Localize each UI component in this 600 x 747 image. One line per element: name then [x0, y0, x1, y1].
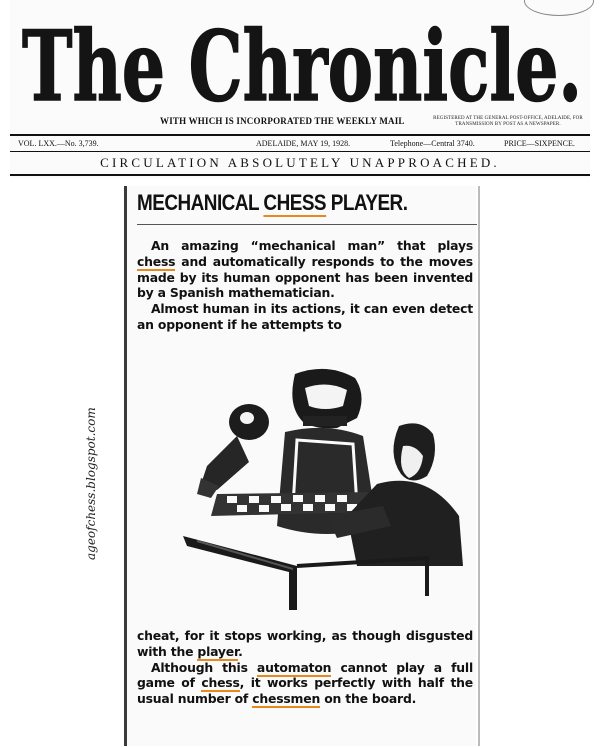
registered-notice: REGISTERED AT THE GENERAL POST-OFFICE, ADELAIDE, FOR TRANSMISSION BY POST AS A NEWSPAPER. [433, 116, 583, 127]
newspaper-title-logo [14, 6, 590, 118]
article-body-bottom [137, 628, 473, 707]
paragraph-4: Although this automaton cannot play a full game of chess, it works perfectly with half the usual number of chessmen on the board. [137, 659, 473, 707]
headline-rule [137, 224, 477, 225]
circulation-slogan: CIRCULATION ABSOLUTELY UNAPPROACHED. [100, 155, 500, 170]
dateline [10, 138, 590, 152]
paragraph-3: cheat, for it stops working, as though disgusted with the player. [137, 628, 473, 659]
article-body-top [137, 238, 473, 333]
telephone: Telephone—Central 3740. [390, 139, 475, 148]
price: PRICE—SIXPENCE. [504, 139, 575, 148]
incorporated-line: WITH WHICH IS INCORPORATED THE WEEKLY MAIL [160, 116, 405, 126]
robot-chess-illustration [177, 366, 467, 611]
newspaper-title: The Chronicle. [22, 10, 582, 118]
masthead [10, 0, 590, 178]
masthead-rule-mid [10, 151, 590, 152]
article-clipping [124, 186, 476, 746]
paragraph-1: An amazing “mechanical man” that plays chess and automatically responds to the moves made by its human opponent has been invented by a Spanish mathematician. [137, 238, 473, 301]
source-watermark: ageofchess.blogspot.com [84, 407, 98, 560]
volume-number: VOL. LXX.—No. 3,739. [18, 139, 99, 148]
masthead-rule-bottom [10, 174, 590, 176]
issue-date: ADELAIDE, MAY 19, 1928. [256, 139, 351, 148]
masthead-rule-top [10, 134, 590, 136]
article-headline: MECHANICAL CHESS PLAYER. [137, 190, 408, 215]
paragraph-2: Almost human in its actions, it can even detect an opponent if he attempts to [137, 301, 473, 332]
headline-highlight: CHESS [263, 190, 327, 215]
